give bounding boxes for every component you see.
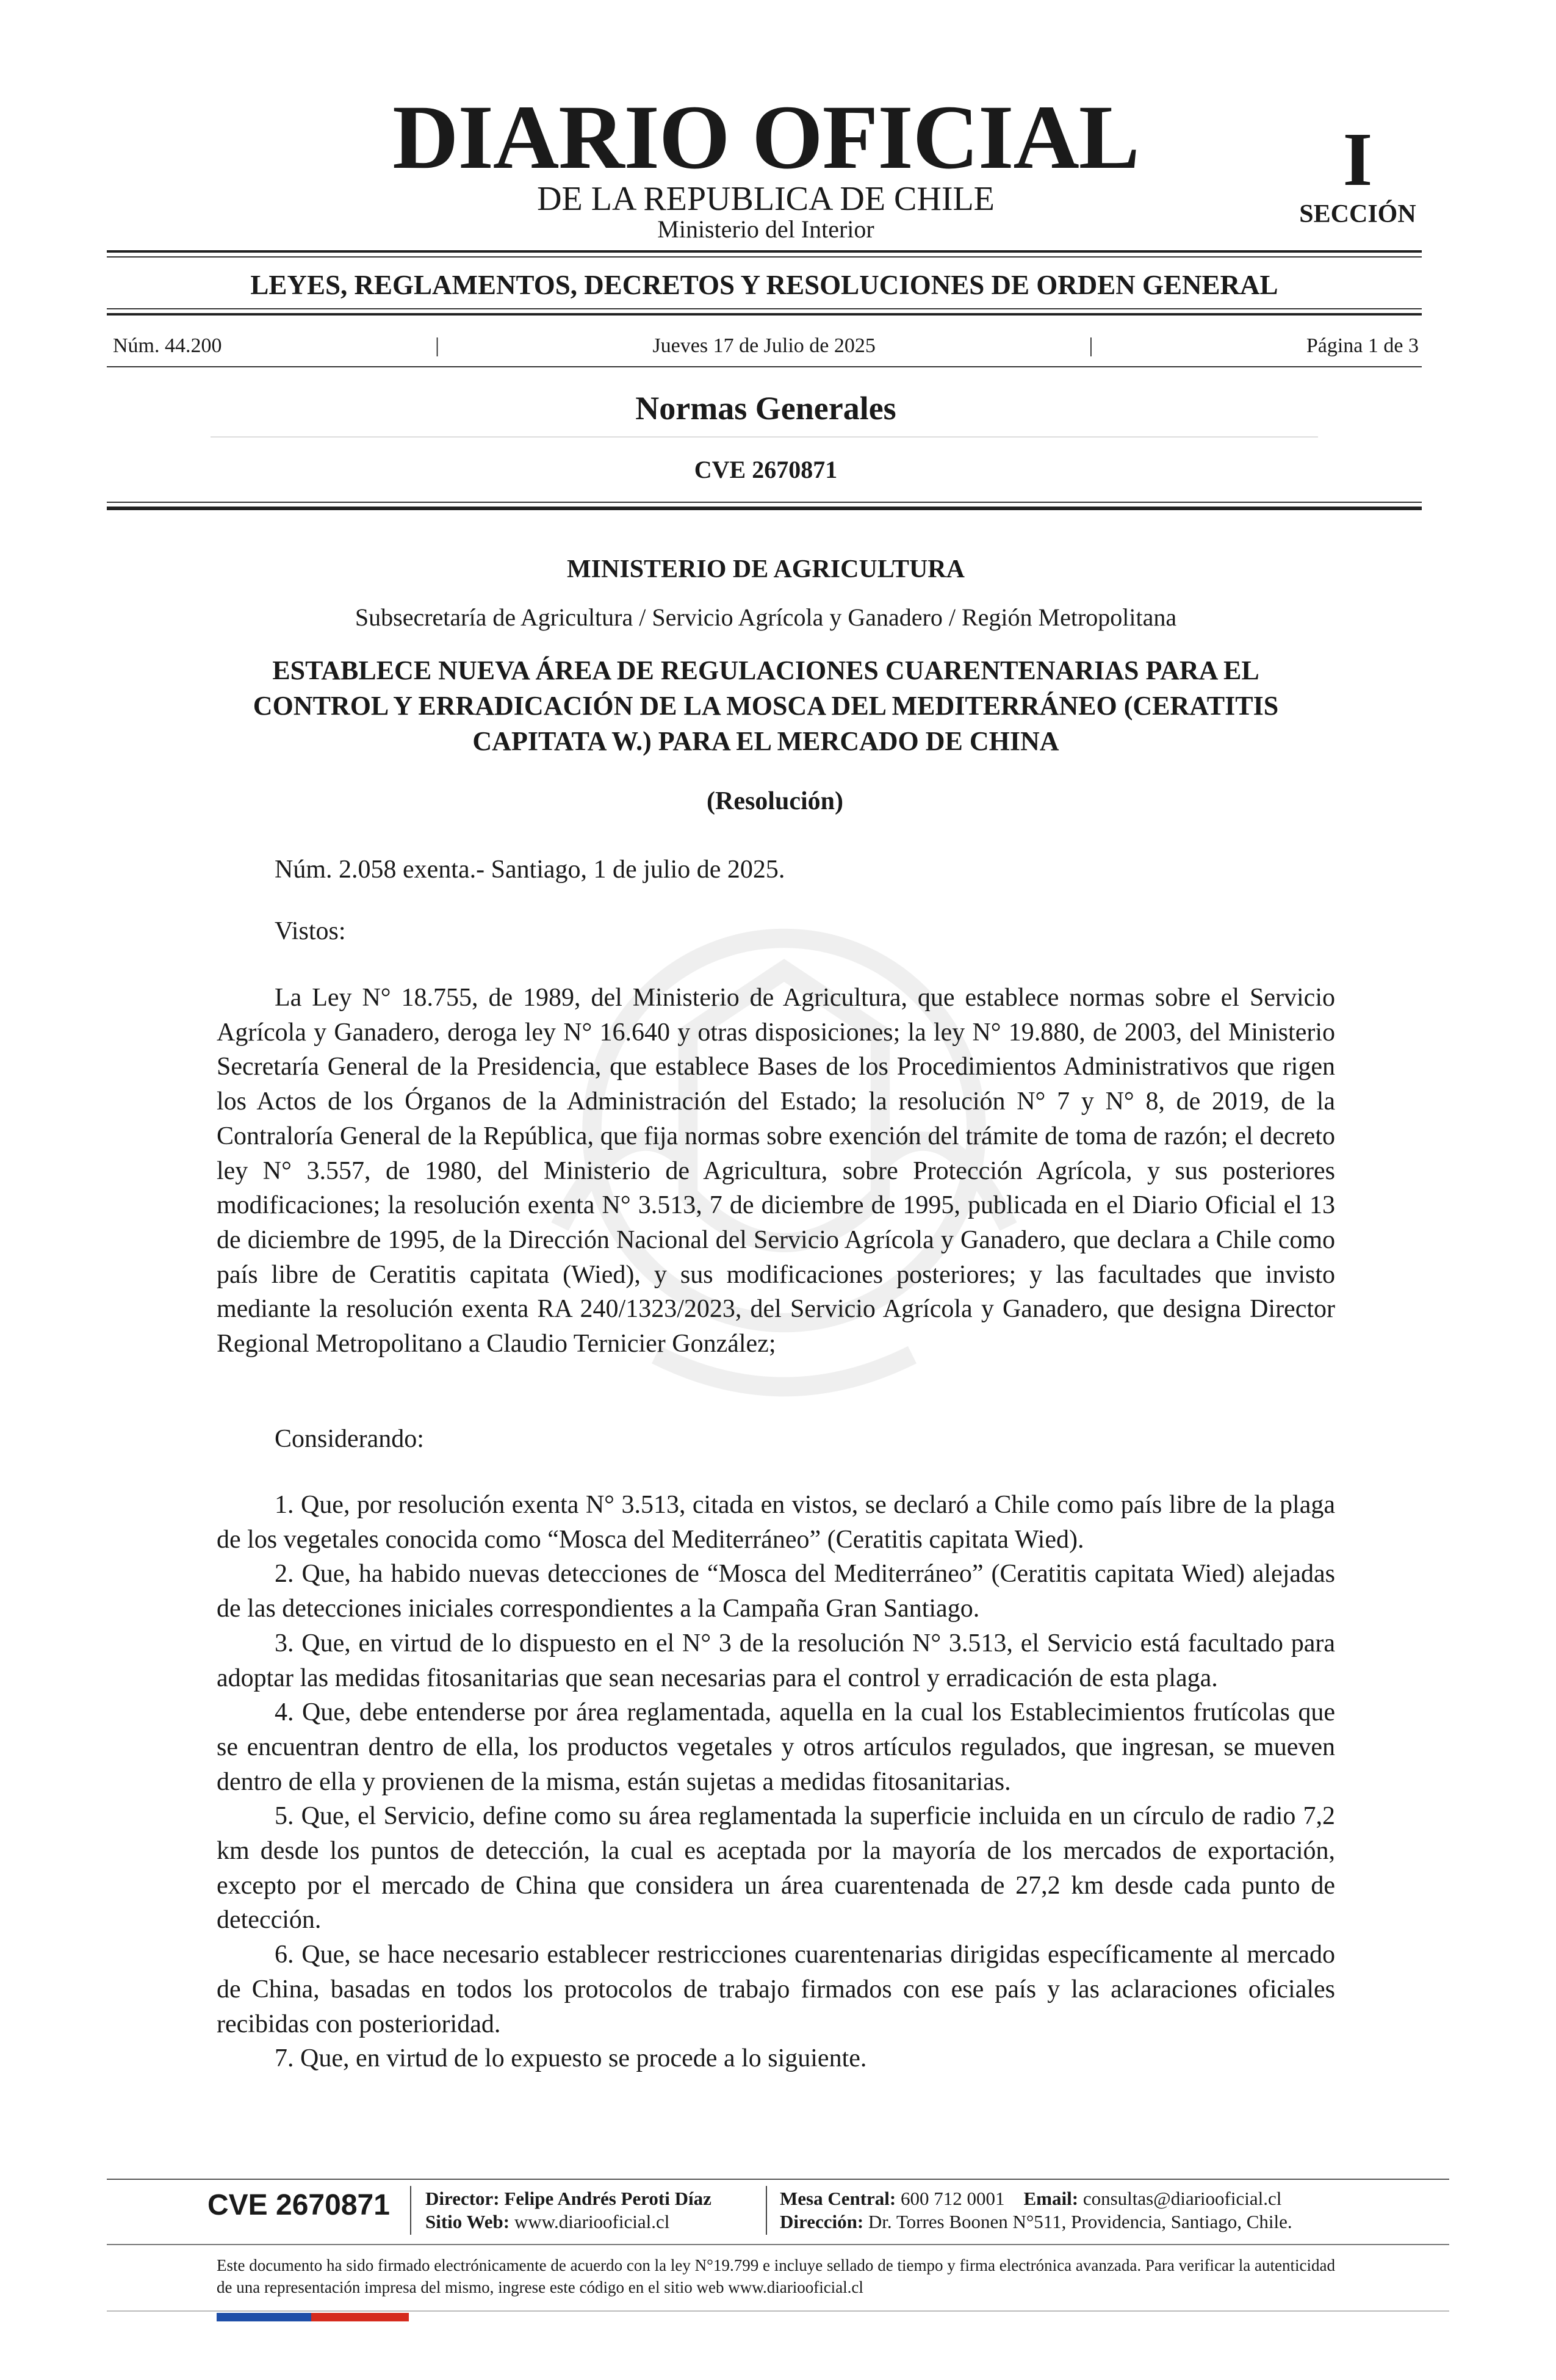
considerando-item: 4. Que, debe entenderse por área reglamentada, aquella en la cual los Establecimientos frutícolas que se encuentran dentro de ella, los productos vegetales y otros artículos regulados, que ingresan, se mueven dentro de ella y provienen de la misma, están sujetas a medidas fitosanitarias.	[217, 1698, 1335, 1796]
document-subsecretaria: Subsecretaría de Agricultura / Servicio Agrícola y Ganadero / Región Metropolitana	[355, 604, 1177, 631]
footer-rule-middle	[107, 2244, 1449, 2245]
header-rule-2	[107, 507, 1422, 510]
footer-rule-bottom	[107, 2310, 1449, 2312]
mesa-label: Mesa Central:	[780, 2188, 896, 2209]
resolution-number-line: Núm. 2.058 exenta.- Santiago, 1 de julio de 2025.	[275, 856, 785, 884]
email-link[interactable]: consultas@diariooficial.cl	[1082, 2188, 1282, 2209]
cve-code-top: CVE 2670871	[694, 456, 838, 483]
considerando-item: 5. Que, el Servicio, define como su área reglamentada la superficie incluida en un círculo de radio 7,2 km desde los puntos de detección, la cual es aceptada por la mayoría de los mercados de exportación, excepto por el mercado de China que considera un área cuarentenada de 27,2 km desde cada punto de detección.	[217, 1802, 1335, 1935]
issue-row	[113, 336, 1419, 356]
header-rule-1	[107, 502, 1422, 503]
address-label: Dirección:	[780, 2211, 864, 2232]
director-label: Director:	[425, 2188, 500, 2209]
considerandos-list	[217, 1488, 1335, 2076]
considerando-item: 2. Que, ha habido nuevas detecciones de “Mosca del Mediterráneo” (Ceratitis capitata Wied) alejadas de las detecciones iniciales correspondientes a la Campaña Gran Santiago.	[217, 1560, 1335, 1623]
resolution-title-line: ESTABLECE NUEVA ÁREA DE REGULACIONES CUARENTENARIAS PARA EL	[272, 655, 1259, 685]
section-title-rule	[211, 436, 1318, 438]
vistos-label: Vistos:	[275, 917, 346, 945]
vistos-paragraph: La Ley N° 18.755, de 1989, del Ministerio de Agricultura, que establece normas sobre el Servicio Agrícola y Ganadero, deroga ley N° 16.640 y otras disposiciones; la ley N° 19.880, de 2003, del Ministerio Secretaría General de la Presidencia, que establece Bases de los Procedimientos Administrativos que rigen los Actos de los Órganos de la Administración del Estado; la resolución N° 7 y N° 8, de 2019, de la Contraloría General de la República, que fija normas sobre exención del trámite de toma de razón; el decreto ley N° 3.557, de 1980, del Ministerio de Agricultura, sobre Protección Agrícola, y sus posteriores modificaciones; la resolución exenta N° 3.513, 7 de diciembre de 1995, publicada en el Diario Oficial el 13 de diciembre de 1995, de la Dirección Nacional del Servicio Agrícola y Ganadero, que declara a Chile como país libre de Ceratitis capitata (Wied), y sus modificaciones posteriores; y las facultades que invisto mediante la resolución exenta RA 240/1323/2023, del Servicio Agrícola y Ganadero, que designa Director Regional Metropolitano a Claudio Ternicier González;	[217, 984, 1335, 1358]
resolution-title-line: CONTROL Y ERRADICACIÓN DE LA MOSCA DEL MEDITERRÁNEO (CERATITIS	[253, 691, 1279, 721]
issue-number: Núm. 44.200	[113, 334, 222, 357]
footer-note: Este documento ha sido firmado electrónicamente de acuerdo con la ley N°19.799 e incluye sellado de tiempo y firma electrónica avanzada. Para verificar la autenticidad de una representación impresa del mismo, ingrese este código en el sitio web www.diariooficial.cl	[217, 2256, 1335, 2296]
masthead-rule-top-thin	[107, 256, 1422, 258]
resolution-kind: (Resolución)	[707, 787, 843, 815]
footer-rule-top	[107, 2179, 1449, 2180]
footer-divider	[410, 2186, 411, 2235]
footer-divider	[766, 2186, 767, 2235]
masthead-rule-top	[107, 250, 1422, 253]
masthead-ministry: Ministerio del Interior	[657, 215, 874, 243]
banner-rule-1	[107, 308, 1422, 309]
issue-separator: |	[1089, 334, 1093, 357]
document-ministry: MINISTERIO DE AGRICULTURA	[567, 555, 965, 583]
considerando-item: 1. Que, por resolución exenta N° 3.513, citada en vistos, se declaró a Chile como país libre de la plaga de los vegetales conocida como “Mosca del Mediterráneo” (Ceratitis capitata Wied).	[217, 1491, 1335, 1554]
issue-rule	[107, 366, 1422, 367]
masthead-subtitle: DE LA REPUBLICA DE CHILE	[537, 180, 995, 218]
issue-separator: |	[435, 334, 439, 357]
footer-cve-code: CVE 2670871	[207, 2189, 390, 2221]
flag-bar-blue	[217, 2313, 311, 2321]
issue-page: Página 1 de 3	[1306, 334, 1419, 357]
issue-date: Jueves 17 de Julio de 2025	[652, 334, 876, 357]
email-label: Email:	[1023, 2188, 1079, 2209]
address-value: Dr. Torres Boonen N°511, Providencia, Santiago, Chile.	[868, 2211, 1292, 2232]
section-title: Normas Generales	[635, 390, 896, 427]
web-link[interactable]: www.diariooficial.cl	[514, 2211, 670, 2232]
considerando-item: 3. Que, en virtud de lo dispuesto en el N° 3 de la resolución N° 3.513, el Servicio está facultado para adoptar las medidas fitosanitarias que sean necesarias para el control y erradicación de esta plaga.	[217, 1629, 1335, 1692]
director-name: Felipe Andrés Peroti Díaz	[504, 2188, 711, 2209]
vistos-text	[217, 981, 1335, 1361]
considerando-item: 7. Que, en virtud de lo expuesto se procede a lo siguiente.	[275, 2044, 867, 2073]
mesa-value: 600 712 0001	[901, 2188, 1005, 2209]
considerando-item: 6. Que, se hace necesario establecer restricciones cuarentenarias dirigidas específicamente al mercado de China, basadas en todos los protocolos de trabajo firmados con ese país y las aclaraciones oficiales recibidas con posterioridad.	[217, 1941, 1335, 2038]
section-number: I	[1342, 118, 1373, 202]
considerando-label: Considerando:	[275, 1425, 424, 1453]
web-label: Sitio Web:	[425, 2211, 510, 2232]
resolution-title	[183, 653, 1349, 759]
footer-director-block	[425, 2187, 711, 2234]
flag-bar-red	[311, 2313, 409, 2321]
banner: LEYES, REGLAMENTOS, DECRETOS Y RESOLUCIONES DE ORDEN GENERAL	[250, 270, 1278, 300]
section-label: SECCIÓN	[1299, 200, 1416, 228]
footer-contact-block	[780, 2187, 1292, 2234]
resolution-title-line: CAPITATA W.) PARA EL MERCADO DE CHINA	[472, 726, 1059, 756]
masthead-title: DIARIO OFICIAL	[392, 87, 1139, 188]
banner-rule-2	[107, 313, 1422, 316]
